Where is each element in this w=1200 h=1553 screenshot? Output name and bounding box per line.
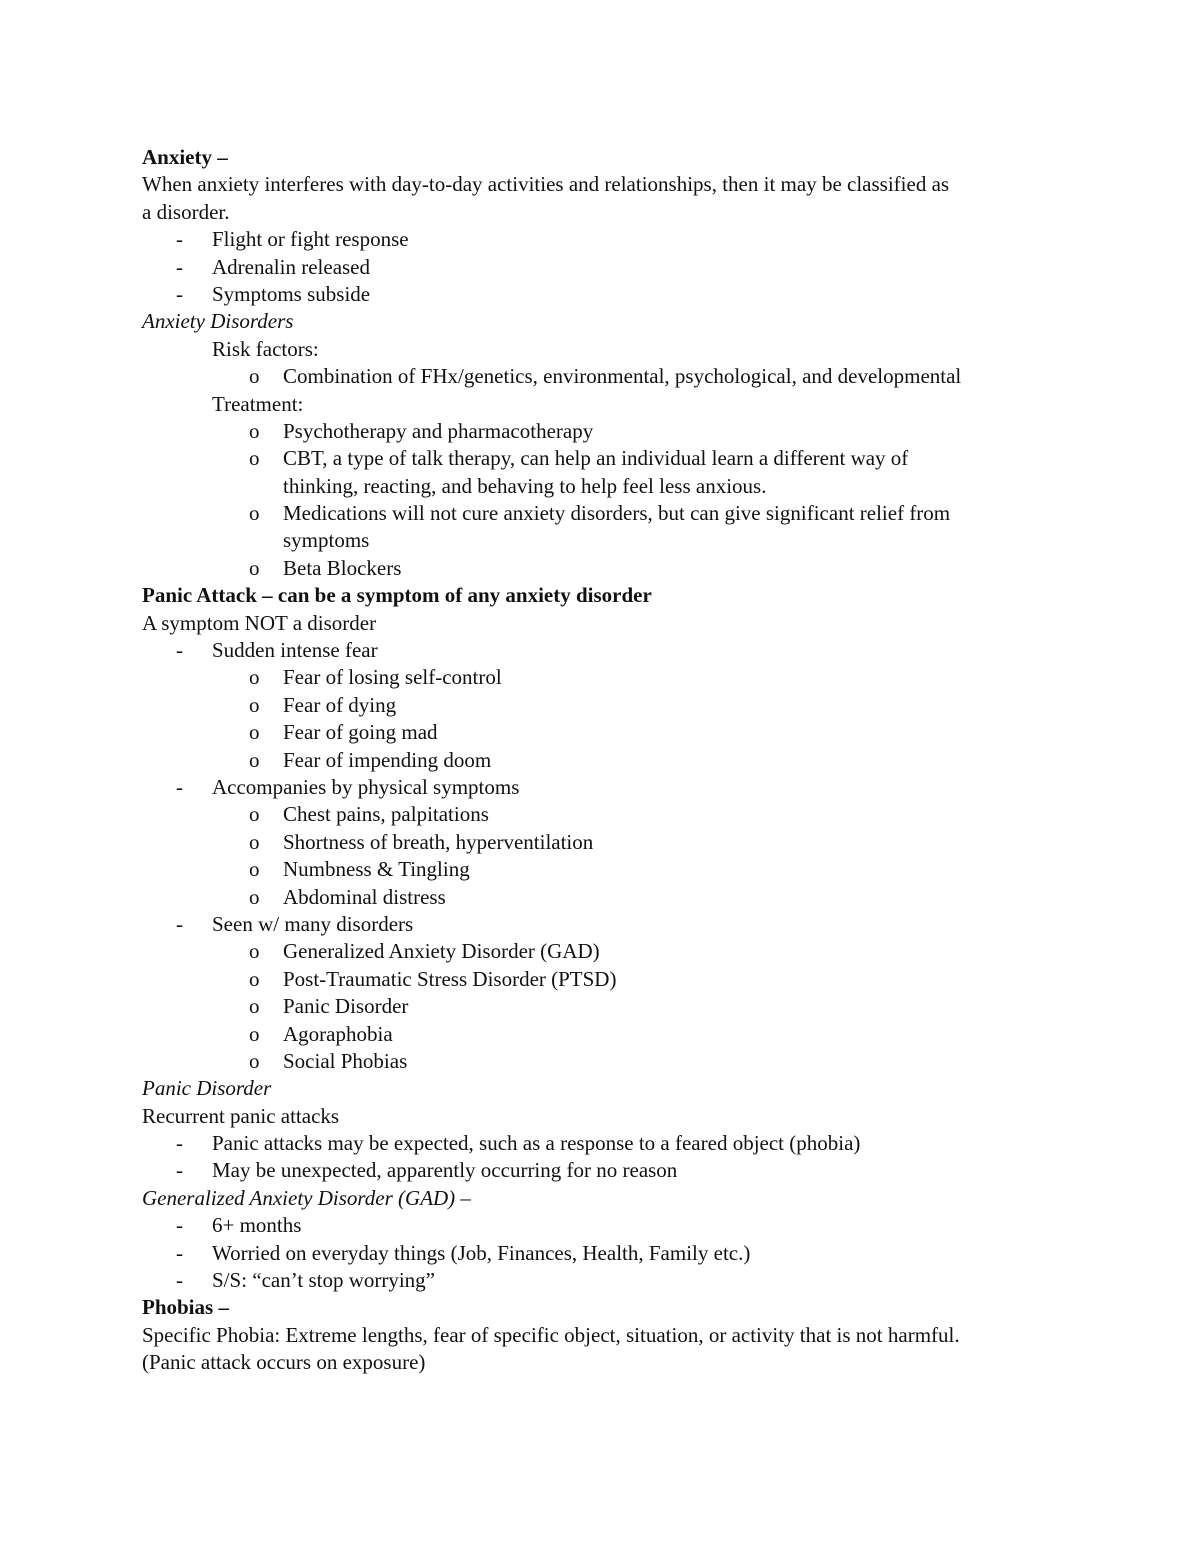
- circle-bullet: o: [249, 1021, 260, 1046]
- list-item: o CBT, a type of talk therapy, can help an individual learn a different way of: [142, 445, 1072, 472]
- dash-bullet: -: [176, 1240, 183, 1265]
- list-item: o Fear of impending doom: [142, 747, 1072, 774]
- dash-bullet: -: [176, 638, 183, 663]
- list-item: o Fear of dying: [142, 692, 1072, 719]
- panic-attack-intro: A symptom NOT a disorder: [142, 610, 377, 635]
- circle-bullet: o: [249, 802, 260, 827]
- anxiety-intro-line1: When anxiety interferes with day-to-day activities and relationships, then it may be classified as: [142, 172, 950, 197]
- panic-disorder-heading: Panic Disorder: [142, 1076, 272, 1101]
- list-item: - Flight or fight response: [142, 226, 1072, 253]
- list-item: o Fear of going mad: [142, 719, 1072, 746]
- anxiety-intro-line2: a disorder.: [142, 199, 230, 224]
- dash-bullet: -: [176, 281, 183, 306]
- list-item: - May be unexpected, apparently occurring for no reason: [142, 1157, 1072, 1184]
- list-item: o Abdominal distress: [142, 884, 1072, 911]
- list-item: - Seen w/ many disorders: [142, 911, 1072, 938]
- circle-bullet: o: [249, 720, 260, 745]
- anxiety-heading: Anxiety –: [142, 145, 228, 169]
- circle-bullet: o: [249, 966, 260, 991]
- list-item: - Accompanies by physical symptoms: [142, 774, 1072, 801]
- document-content: [142, 144, 1072, 1377]
- circle-bullet: o: [249, 501, 260, 526]
- list-item-continuation: symptoms: [283, 528, 370, 553]
- circle-bullet: o: [249, 1048, 260, 1073]
- list-item-continuation: thinking, reacting, and behaving to help feel less anxious.: [283, 473, 767, 498]
- list-item: o Shortness of breath, hyperventilation: [142, 829, 1072, 856]
- dash-bullet: -: [176, 227, 183, 252]
- list-item: o Social Phobias: [142, 1048, 1072, 1075]
- list-item: - Adrenalin released: [142, 254, 1072, 281]
- treatment-label: Treatment:: [212, 391, 304, 416]
- list-item: o Post-Traumatic Stress Disorder (PTSD): [142, 966, 1072, 993]
- risk-factors-label: Risk factors:: [212, 336, 319, 361]
- phobias-line1: Specific Phobia: Extreme lengths, fear of specific object, situation, or activity that is not harmful.: [142, 1322, 960, 1347]
- list-item: - Symptoms subside: [142, 281, 1072, 308]
- list-item: - Worried on everyday things (Job, Finances, Health, Family etc.): [142, 1240, 1072, 1267]
- list-item: o Combination of FHx/genetics, environmental, psychological, and developmental: [142, 363, 1072, 390]
- list-item: - Panic attacks may be expected, such as a response to a feared object (phobia): [142, 1130, 1072, 1157]
- circle-bullet: o: [249, 857, 260, 882]
- list-item: o Psychotherapy and pharmacotherapy: [142, 418, 1072, 445]
- circle-bullet: o: [249, 939, 260, 964]
- phobias-heading: Phobias –: [142, 1295, 229, 1320]
- list-item: o Medications will not cure anxiety disorders, but can give significant relief from: [142, 500, 1072, 527]
- circle-bullet: o: [249, 692, 260, 717]
- circle-bullet: o: [249, 994, 260, 1019]
- circle-bullet: o: [249, 555, 260, 580]
- list-item: o Chest pains, palpitations: [142, 801, 1072, 828]
- dash-bullet: -: [176, 1213, 183, 1238]
- dash-bullet: -: [176, 774, 183, 799]
- list-item: o Numbness & Tingling: [142, 856, 1072, 883]
- circle-bullet: o: [249, 829, 260, 854]
- circle-bullet: o: [249, 747, 260, 772]
- list-item: o Generalized Anxiety Disorder (GAD): [142, 938, 1072, 965]
- list-item: - S/S: “can’t stop worrying”: [142, 1267, 1072, 1294]
- dash-bullet: -: [176, 1131, 183, 1156]
- list-item: o Panic Disorder: [142, 993, 1072, 1020]
- list-item: o Agoraphobia: [142, 1021, 1072, 1048]
- list-item: - Sudden intense fear: [142, 637, 1072, 664]
- panic-attack-heading: Panic Attack – can be a symptom of any anxiety disorder: [142, 583, 652, 608]
- anxiety-disorders-heading: Anxiety Disorders: [142, 309, 294, 334]
- list-item: - 6+ months: [142, 1212, 1072, 1239]
- circle-bullet: o: [249, 446, 260, 471]
- gad-heading: Generalized Anxiety Disorder (GAD) –: [142, 1185, 471, 1210]
- list-item: o Fear of losing self-control: [142, 664, 1072, 691]
- circle-bullet: o: [249, 364, 260, 389]
- phobias-line2: (Panic attack occurs on exposure): [142, 1350, 426, 1375]
- circle-bullet: o: [249, 665, 260, 690]
- dash-bullet: -: [176, 911, 183, 936]
- panic-disorder-intro: Recurrent panic attacks: [142, 1103, 340, 1128]
- circle-bullet: o: [249, 418, 260, 443]
- list-item: o Beta Blockers: [142, 555, 1072, 582]
- dash-bullet: -: [176, 1158, 183, 1183]
- dash-bullet: -: [176, 254, 183, 279]
- circle-bullet: o: [249, 884, 260, 909]
- dash-bullet: -: [176, 1268, 183, 1293]
